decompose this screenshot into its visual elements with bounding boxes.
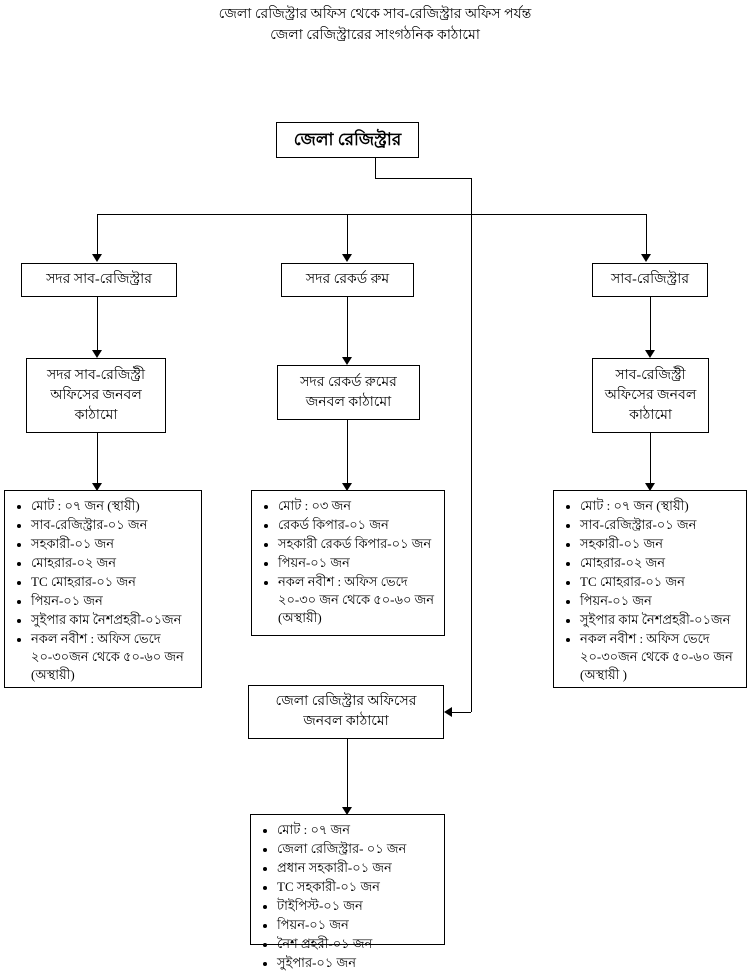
list-sadar-sub-registry-manpower: [4, 490, 202, 688]
list-item: • মোট : ০৭ জন: [277, 821, 440, 839]
list-item: • পিয়ন-০১ জন: [277, 916, 440, 934]
connector-to-sadar-sub-registrar: [97, 214, 98, 256]
connector-sadar-sub-registrar-down: [97, 297, 98, 352]
arrow-sadar-record-room-manpower: [342, 357, 352, 365]
list-item: • সহকারী-০১ জন: [580, 535, 742, 553]
list-item: • পিয়ন-০১ জন: [278, 554, 440, 572]
list-item: • পিয়ন-০১ জন: [31, 592, 197, 610]
node-sadar-sub-registry-manpower-line-1: সদর সাব-রেজিস্ট্রী: [46, 367, 146, 383]
node-sadar-sub-registry-manpower-line-2: অফিসের জনবল: [50, 387, 142, 403]
list-item: • মোট : ০৭ জন (স্থায়ী): [31, 497, 197, 515]
list-sub-registry-manpower: [553, 490, 747, 688]
node-sadar-sub-registrar: [21, 263, 177, 297]
connector-root-stub: [375, 158, 376, 178]
page-title-line-2: জেলা রেজিস্ট্রারের সাংগঠনিক কাঠামো: [270, 28, 480, 43]
list-sadar-sub-registry-items: [9, 497, 197, 684]
arrow-to-sadar-record-room: [342, 254, 352, 262]
node-sub-registry-manpower: [592, 358, 709, 433]
node-sadar-sub-registrar-label: সদর সাব-রেজিস্ট্রার: [46, 272, 152, 287]
connector-sadar-record-room-list: [347, 420, 348, 485]
node-sadar-record-room-manpower-line-2: জনবল কাঠামো: [305, 394, 392, 410]
list-item: • সাব-রেজিস্ট্রার-০১ জন: [580, 516, 742, 534]
arrow-to-sub-registrar: [641, 254, 651, 262]
list-item: • নকল নবীশ : অফিস ভেদে ২০-৩০জন থেকে ৫০-৬০ জন (অস্থায়ী ): [580, 630, 742, 684]
list-item: • প্রধান সহকারী-০১ জন: [277, 859, 440, 877]
connector-to-sadar-record-room: [347, 214, 348, 256]
connector-sadar-record-room-down: [347, 297, 348, 359]
list-item: • মোহরার-০২ জন: [31, 554, 197, 572]
node-sadar-sub-registry-manpower: [26, 358, 166, 433]
node-sadar-record-room-manpower-line-1: সদর রেকর্ড রুমের: [300, 374, 397, 390]
list-item: • TC মোহরার-০১ জন: [580, 573, 742, 591]
node-sadar-record-room: [281, 263, 414, 297]
list-item: • মোট : ০৭ জন (স্থায়ী): [580, 497, 742, 515]
list-sadar-record-room-manpower: [251, 490, 445, 636]
connector-sadar-sub-registry-list: [97, 433, 98, 485]
page-title: [0, 4, 750, 46]
connector-district-manpower-jog: [452, 712, 471, 713]
list-district-registrar-manpower: [250, 814, 445, 970]
connector-to-sub-registrar: [646, 214, 647, 256]
list-item: • পিয়ন-০১ জন: [580, 592, 742, 610]
list-item: • সুইপার কাম নৈশপ্রহরী-০১জন: [31, 611, 197, 629]
connector-root-drop: [471, 178, 472, 214]
connector-root-jog: [375, 178, 472, 179]
connector-sub-registrar-down: [650, 297, 651, 352]
list-item: • TC মোহরার-০১ জন: [31, 573, 197, 591]
list-item: • মোহরার-০২ জন: [580, 554, 742, 572]
node-district-registrar: [276, 122, 419, 158]
list-sub-registry-items: [558, 497, 742, 684]
node-sadar-record-room-label: সদর রেকর্ড রুম: [305, 272, 390, 287]
list-item: • নকল নবীশ : অফিস ভেদে ২০-৩০ জন থেকে ৫০-৬০ জন (অস্থায়ী): [278, 573, 440, 627]
node-sadar-sub-registry-manpower-line-3: কাঠামো: [74, 407, 118, 423]
arrow-to-district-registrar-manpower: [444, 707, 452, 717]
list-item: • সহকারী রেকর্ড কিপার-০১ জন: [278, 535, 440, 553]
node-district-registrar-label: জেলা রেজিস্ট্রার: [293, 130, 402, 149]
connector-to-district-registrar-manpower: [471, 214, 472, 712]
connector-district-registrar-list: [347, 739, 348, 809]
list-item: • রেকর্ড কিপার-০১ জন: [278, 516, 440, 534]
list-district-registrar-items: [255, 821, 440, 972]
node-district-registrar-manpower-line-2: জনবল কাঠামো: [303, 714, 389, 729]
node-sub-registrar-label: সাব-রেজিস্ট্রার: [610, 272, 690, 287]
arrow-sub-registry-manpower: [645, 350, 655, 358]
node-sub-registrar: [592, 263, 708, 297]
node-sub-registry-manpower-line-2: অফিসের জনবল: [604, 387, 697, 403]
list-sadar-record-room-items: [256, 497, 440, 627]
connector-sub-registry-list: [650, 433, 651, 485]
list-item: • সহকারী-০১ জন: [31, 535, 197, 553]
list-item: • সাব-রেজিস্ট্রার-০১ জন: [31, 516, 197, 534]
list-item: • জেলা রেজিস্ট্রার- ০১ জন: [277, 840, 440, 858]
list-item: • সুইপার কাম নৈশপ্রহরী-০১জন: [580, 611, 742, 629]
node-district-registrar-manpower-line-1: জেলা রেজিস্ট্রার অফিসের: [275, 694, 417, 709]
node-sub-registry-manpower-line-3: কাঠামো: [629, 407, 672, 423]
node-sadar-record-room-manpower: [277, 365, 420, 420]
node-sub-registry-manpower-line-1: সাব-রেজিস্ট্রী: [615, 367, 686, 383]
list-item: • নকল নবীশ : অফিস ভেদে ২০-৩০জন থেকে ৫০-৬০ জন (অস্থায়ী): [31, 630, 197, 684]
list-item: • মোট : ০৩ জন: [278, 497, 440, 515]
arrow-to-sadar-sub-registrar: [92, 254, 102, 262]
page-title-line-1: জেলা রেজিস্ট্রার অফিস থেকে সাব-রেজিস্ট্রার অফিস পর্যন্ত: [218, 7, 532, 22]
connector-level1-bar: [97, 214, 646, 215]
list-item: • টাইপিস্ট-০১ জন: [277, 897, 440, 915]
list-item: • TC সহকারী-০১ জন: [277, 878, 440, 896]
list-item: • নৈশ প্রহরী-০১ জন: [277, 935, 440, 953]
list-item: • সুইপার-০১ জন: [277, 954, 440, 972]
node-district-registrar-manpower: [248, 685, 444, 739]
arrow-sadar-sub-registry-manpower: [92, 350, 102, 358]
